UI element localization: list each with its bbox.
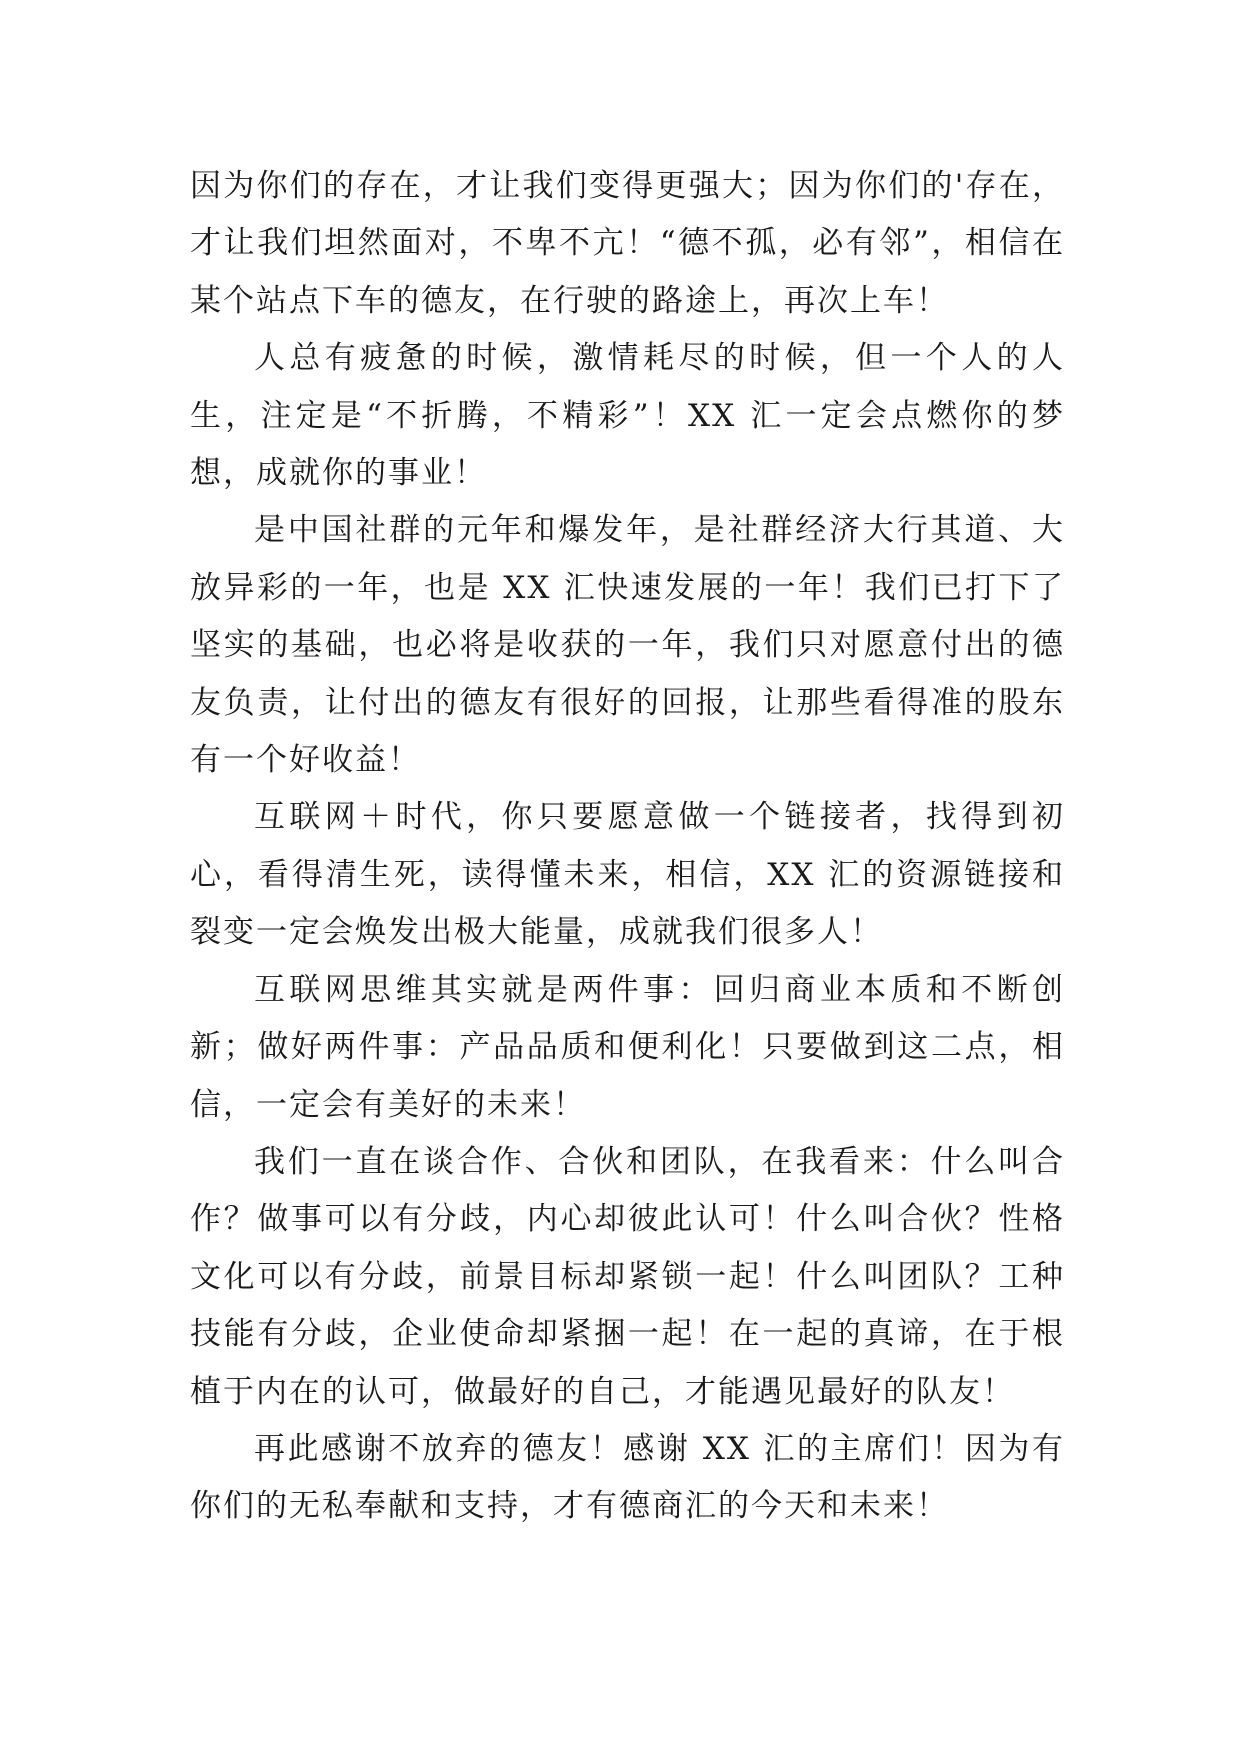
paragraph-3: 是中国社群的元年和爆发年，是社群经济大行其道、大放异彩的一年，也是 XX 汇快速发展的一年！我们已打下了坚实的基础，也必将是收获的一年，我们只对愿意付出的德友负责，让付出的德友有很好的回报，让那些看得准的股东有一个好收益！ (190, 512, 1065, 779)
paragraph-5: 互联网思维其实就是两件事：回归商业本质和不断创新；做好两件事：产品品质和便利化！只要做到这二点，相信，一定会有美好的未来！ (190, 971, 1065, 1123)
paragraph-4: 互联网＋时代，你只要愿意做一个链接者，找得到初心，看得清生死，读得懂未来，相信，XX 汇的资源链接和裂变一定会焕发出极大能量，成就我们很多人！ (190, 799, 1065, 951)
paragraph-2: 人总有疲惫的时候，激情耗尽的时候，但一个人的人生，注定是“不折腾，不精彩”！XX 汇一定会点燃你的梦想，成就你的事业！ (190, 340, 1065, 492)
document-body (190, 158, 1065, 1536)
paragraph-7: 再此感谢不放弃的德友！感谢 XX 汇的主席们！因为有你们的无私奉献和支持，才有德商汇的今天和未来！ (190, 1430, 1065, 1525)
paragraph-1: 因为你们的存在，才让我们变得更强大；因为你们的'存在，才让我们坦然面对，不卑不亢！“德不孤，必有邻”，相信在某个站点下车的德友，在行驶的路途上，再次上车！ (190, 168, 1065, 319)
paragraph-6: 我们一直在谈合作、合伙和团队，在我看来：什么叫合作？做事可以有分歧，内心却彼此认可！什么叫合伙？性格文化可以有分歧，前景目标却紧锁一起！什么叫团队？工种技能有分歧，企业使命却紧捆一起！在一起的真谛，在于根植于内在的认可，做最好的自己，才能遇见最好的队友！ (190, 1143, 1065, 1410)
